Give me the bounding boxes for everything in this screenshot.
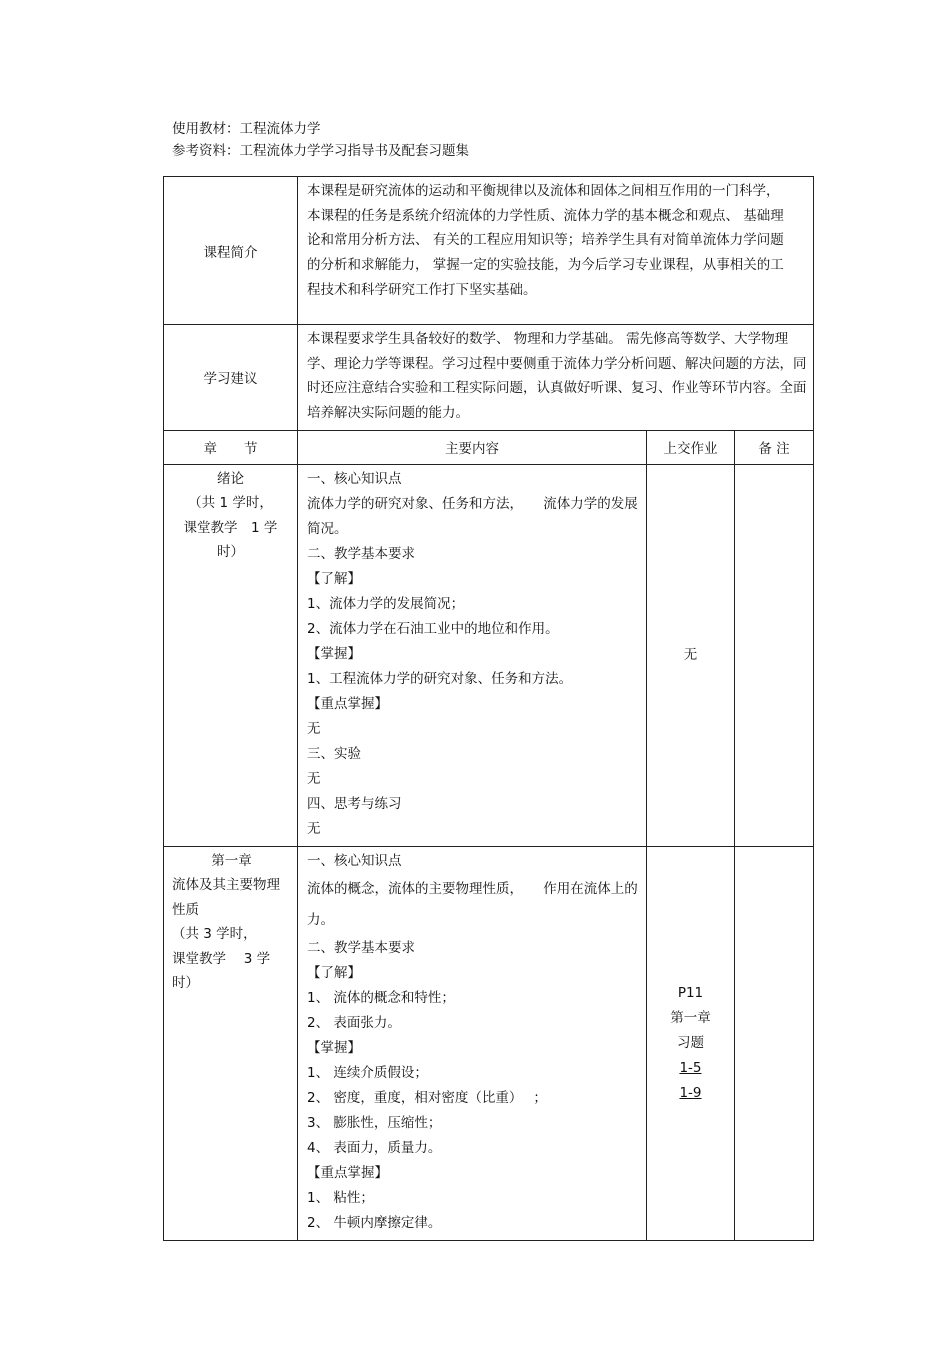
advice-text-cell: [298, 325, 814, 431]
advice-label: 学习建议: [164, 325, 298, 431]
section-name: 绪论 （共 1 学时， 课堂教学 1 学 时）: [183, 470, 278, 561]
column-header-homework: 上交作业: [647, 430, 735, 464]
homework-cell: 无: [647, 464, 735, 846]
content-lines: 一、核心知识点 流体力学的研究对象、任务和方法， 流体力学的发展简况。 二、教学基本要求 【了解】 1、流体力学的发展简况； 2、流体力学在石油工业中的地位和作用。 【掌握】 1、工程流体力学的研究对象、任务和方法。 【重点掌握】 无 三、实验 无 四、思考与练习 无: [307, 470, 638, 837]
document-header: [172, 118, 469, 162]
column-header-row: [164, 430, 814, 464]
remarks-cell: [735, 846, 814, 1240]
content-cell: [298, 464, 647, 846]
advice-row: [164, 325, 814, 431]
column-header-content: 主要内容: [298, 430, 647, 464]
column-header-remarks: 备 注: [735, 430, 814, 464]
intro-label: 课程简介: [164, 177, 298, 325]
content-cell: [298, 846, 647, 1240]
content-lines: 一、核心知识点 流体的概念，流体的主要物理性质， 作用在流体上的力。 二、教学基本要求 【了解】 1、 流体的概念和特性； 2、 表面张力。 【掌握】 1、 连续介质假设； 2、 密度，重度，相对密度（比重） ； 3、 膨胀性，压缩性； 4、 表面力，质量力。 【重点掌握】 1、 粘性； 2、 牛顿内摩擦定律。: [307, 852, 638, 1231]
homework-cell: P11 第一章 习题 1-5 1-9: [647, 846, 735, 1240]
intro-text-cell: [298, 177, 814, 325]
table-row: [164, 464, 814, 846]
remarks-cell: [735, 464, 814, 846]
table-row: [164, 846, 814, 1240]
reference-line: 参考资料：工程流体力学学习指导书及配套习题集: [172, 143, 469, 159]
syllabus-table: [163, 176, 814, 1241]
column-header-section: 章 节: [164, 430, 298, 464]
section-cell: [164, 464, 298, 846]
advice-text: 本课程要求学生具备较好的数学、 物理和力学基础。 需先修高等数学、大学物理学、理论力学等课程。学习过程中要侧重于流体力学分析问题、解决问题的方法，同时还应注意结合实验和工程实际问题，认真做好听课、复习、作业等环节内容。全面培养解决实际问题的能力。: [307, 331, 807, 422]
section-name: 第一章 流体及其主要物理性质 （共 3 学时， 课堂教学 3 学 时）: [172, 852, 280, 992]
textbook-line: 使用教材：工程流体力学: [172, 121, 321, 137]
section-cell: [164, 846, 298, 1240]
intro-row: [164, 177, 814, 325]
intro-text: 本课程是研究流体的运动和平衡规律以及流体和固体之间相互作用的一门科学，本课程的任务是系统介绍流体的力学性质、流体力学的基本概念和观点、 基础理论和常用分析方法、 有关的工程应用知识等；培养学生具有对简单流体力学问题的分析和求解能力， 掌握一定的实验技能，为今后学习专业课程，从事相关的工程技术和科学研究工作打下坚实基础。: [307, 183, 784, 298]
